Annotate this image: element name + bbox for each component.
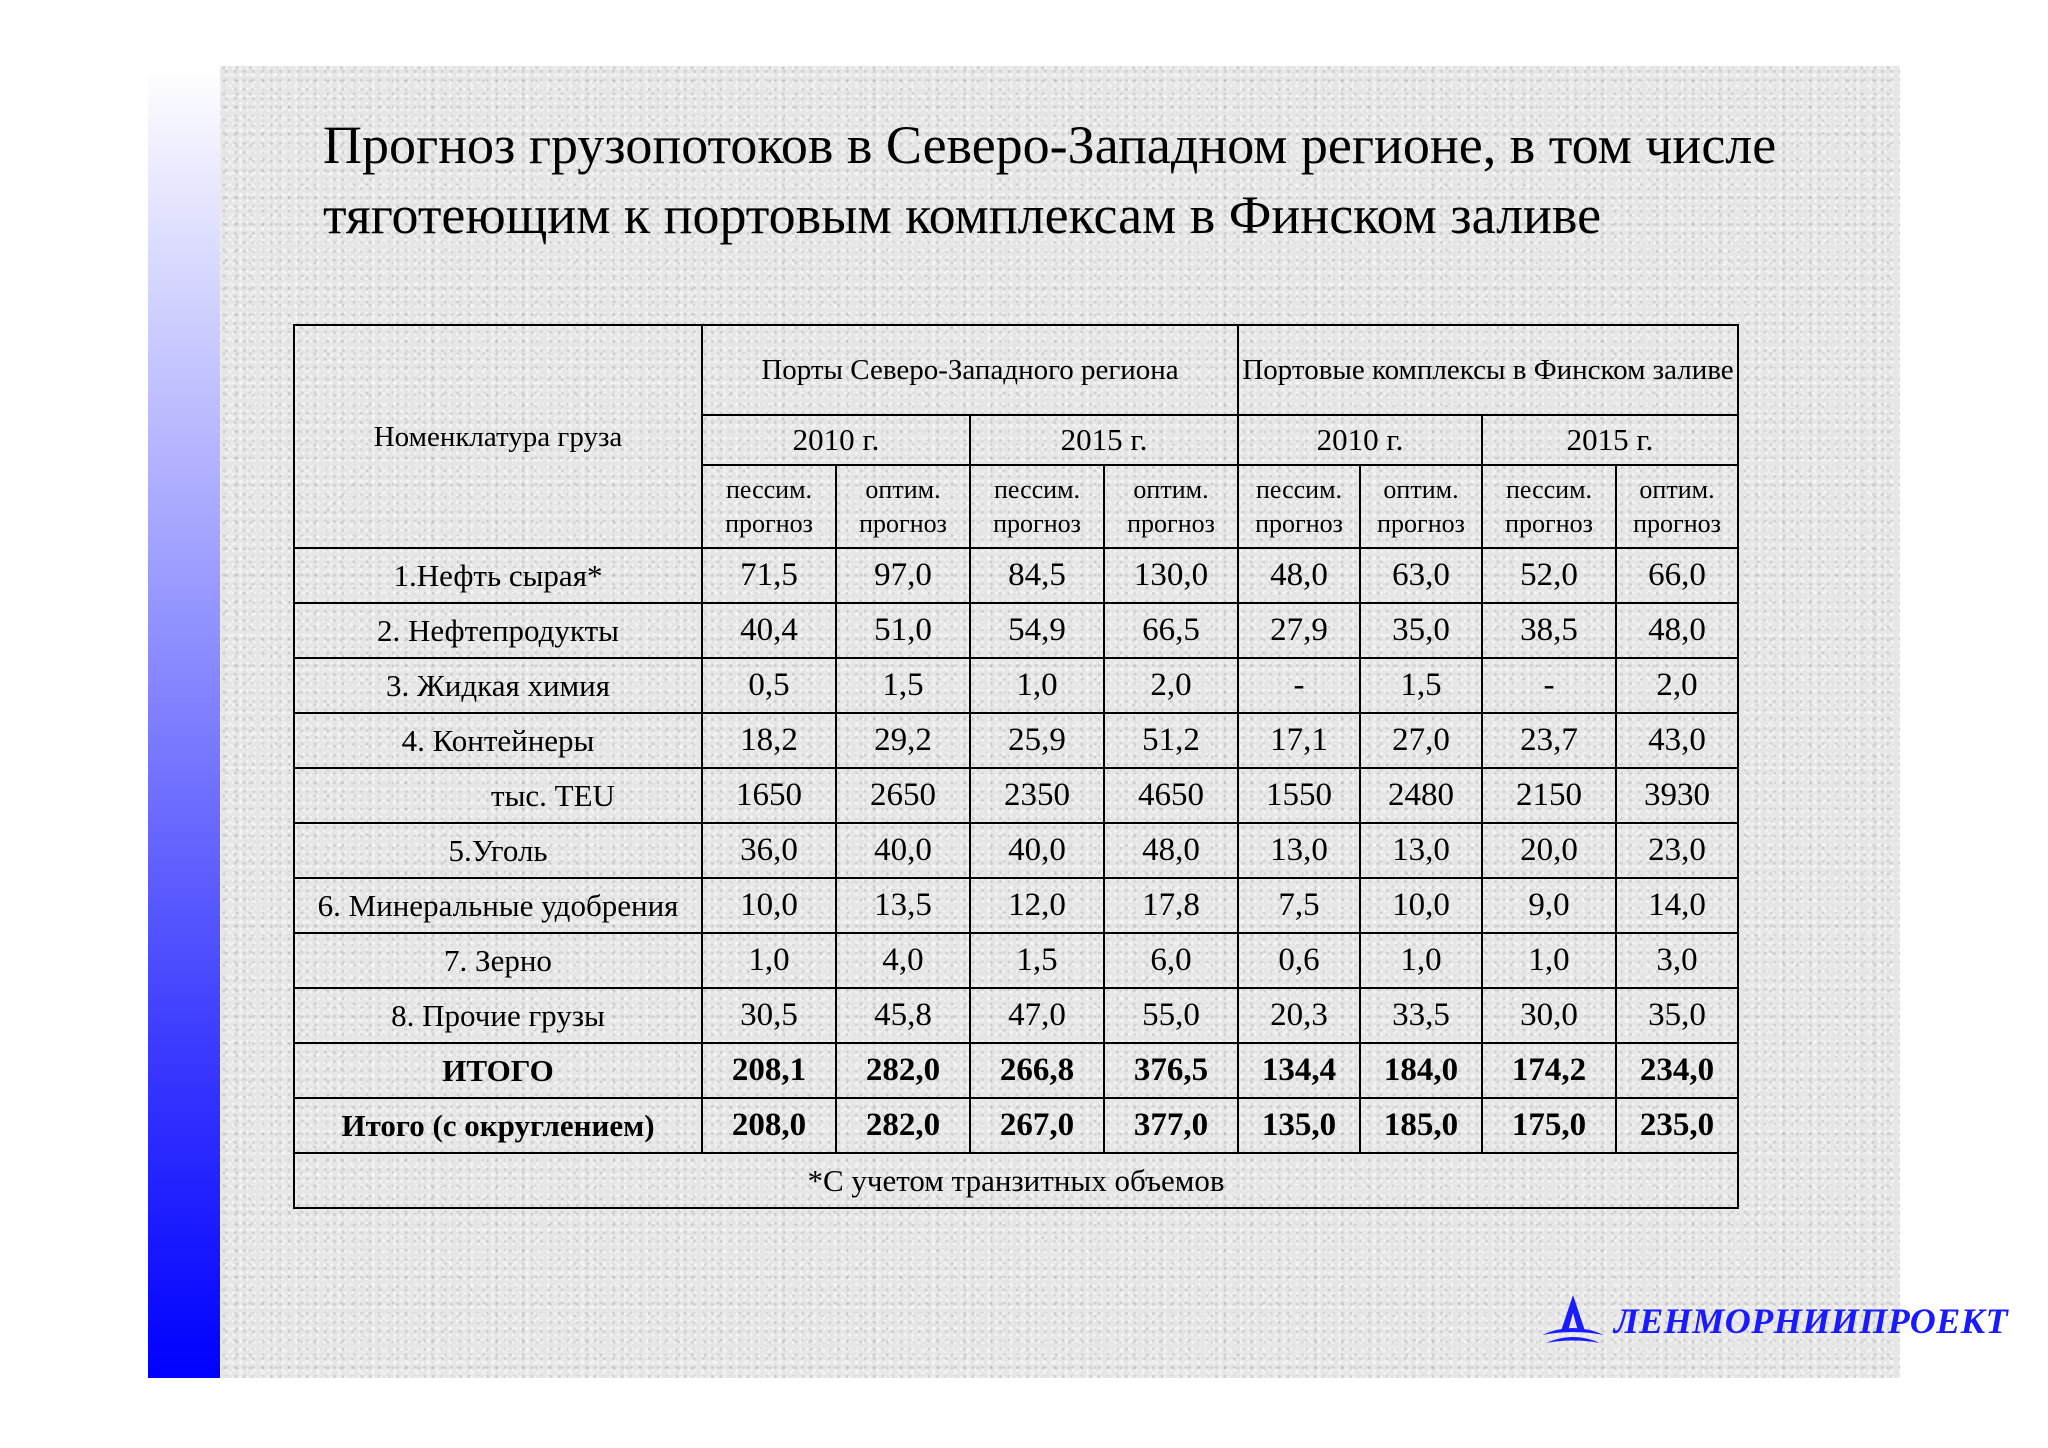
value-cell: 48,0 [1616,603,1738,658]
value-cell: - [1238,658,1360,713]
value-cell: 7,5 [1238,878,1360,933]
table-row [294,658,1738,713]
value-cell: 2480 [1360,768,1482,823]
table-row [294,1098,1738,1153]
forecast-kind-line: прогноз [1633,508,1721,538]
value-cell: 130,0 [1104,548,1238,603]
value-cell: 27,0 [1360,713,1482,768]
value-cell: 1,5 [1360,658,1482,713]
cargo-forecast-table [293,324,1739,1209]
value-cell: 185,0 [1360,1098,1482,1153]
table-row [294,988,1738,1043]
table-row [294,603,1738,658]
value-cell: 51,0 [836,603,970,658]
value-cell: 4,0 [836,933,970,988]
forecast-kind-header [1482,465,1616,548]
value-cell: 2350 [970,768,1104,823]
group-header-finnish-gulf: Портовые комплексы в Финском заливе [1238,325,1738,415]
value-cell: 20,0 [1482,823,1616,878]
value-cell: 377,0 [1104,1098,1238,1153]
table-row [294,548,1738,603]
value-cell: 0,5 [702,658,836,713]
value-cell: 2,0 [1616,658,1738,713]
value-cell: 13,0 [1360,823,1482,878]
forecast-kind-line: оптим. [865,474,941,504]
table-row [294,933,1738,988]
forecast-kind-line: пессим. [725,474,813,504]
value-cell: 1,5 [970,933,1104,988]
value-cell: 4650 [1104,768,1238,823]
cargo-name-cell: 3. Жидкая химия [294,658,702,713]
value-cell: 234,0 [1616,1043,1738,1098]
value-cell: 208,0 [702,1098,836,1153]
value-cell: 66,0 [1616,548,1738,603]
value-cell: 17,8 [1104,878,1238,933]
value-cell: 1,0 [702,933,836,988]
table-row [294,768,1738,823]
value-cell: 20,3 [1238,988,1360,1043]
forecast-kind-line: пессим. [993,474,1081,504]
value-cell: 43,0 [1616,713,1738,768]
value-cell: 35,0 [1360,603,1482,658]
forecast-kind-line: прогноз [1377,508,1465,538]
value-cell: 38,5 [1482,603,1616,658]
cargo-name-cell: 1.Нефть сырая* [294,548,702,603]
value-cell: - [1482,658,1616,713]
value-cell: 18,2 [702,713,836,768]
forecast-kind-header [702,465,836,548]
forecast-kind-line: пессим. [1255,474,1343,504]
cargo-name-cell: Итого (с округлением) [294,1098,702,1153]
forecast-kind-header [1360,465,1482,548]
company-logo [1538,1291,2008,1351]
value-cell: 13,0 [1238,823,1360,878]
value-cell: 48,0 [1104,823,1238,878]
slide [148,66,2009,1378]
value-cell: 23,7 [1482,713,1616,768]
group-header-nw-ports: Порты Северо-Западного региона [702,325,1238,415]
value-cell: 17,1 [1238,713,1360,768]
value-cell: 33,5 [1360,988,1482,1043]
value-cell: 175,0 [1482,1098,1616,1153]
value-cell: 66,5 [1104,603,1238,658]
forecast-kind-line: прогноз [1127,508,1215,538]
value-cell: 25,9 [970,713,1104,768]
value-cell: 1,0 [1360,933,1482,988]
forecast-kind-header [1616,465,1738,548]
table-row [294,823,1738,878]
name-column-header: Номенклатура груза [294,325,702,548]
value-cell: 48,0 [1238,548,1360,603]
forecast-kind-line: прогноз [1255,508,1343,538]
value-cell: 97,0 [836,548,970,603]
table-row [294,713,1738,768]
value-cell: 282,0 [836,1098,970,1153]
value-cell: 1,5 [836,658,970,713]
value-cell: 3930 [1616,768,1738,823]
value-cell: 10,0 [702,878,836,933]
forecast-kind-line: пессим. [1505,474,1593,504]
value-cell: 174,2 [1482,1043,1616,1098]
forecast-kind-header [970,465,1104,548]
cargo-name-cell: 2. Нефтепродукты [294,603,702,658]
value-cell: 135,0 [1238,1098,1360,1153]
value-cell: 1550 [1238,768,1360,823]
forecast-kind-line: оптим. [1133,474,1209,504]
value-cell: 84,5 [970,548,1104,603]
table-row [294,878,1738,933]
value-cell: 23,0 [1616,823,1738,878]
value-cell: 1650 [702,768,836,823]
forecast-kind-header [836,465,970,548]
value-cell: 2650 [836,768,970,823]
cargo-name-cell: 5.Уголь [294,823,702,878]
value-cell: 47,0 [970,988,1104,1043]
value-cell: 208,1 [702,1043,836,1098]
cargo-name-cell: 6. Минеральные удобрения [294,878,702,933]
anchor-wings-icon [1538,1291,1608,1351]
forecast-kind-header [1104,465,1238,548]
slide-title: Прогноз грузопотоков в Северо-Западном регионе, в том числе тяготеющим к портовым комплексам в Финском заливе [323,115,1777,245]
forecast-kind-line: прогноз [1505,508,1593,538]
value-cell: 10,0 [1360,878,1482,933]
logo-text: ЛЕНМОРНИИПРОЕКТ [1614,1301,2009,1341]
value-cell: 27,9 [1238,603,1360,658]
value-cell: 54,9 [970,603,1104,658]
value-cell: 376,5 [1104,1043,1238,1098]
cargo-name-cell: ИТОГО [294,1043,702,1098]
cargo-name-cell: 8. Прочие грузы [294,988,702,1043]
year-header: 2010 г. [702,415,970,465]
value-cell: 14,0 [1616,878,1738,933]
table-footnote: *С учетом транзитных объемов [294,1153,1738,1208]
value-cell: 6,0 [1104,933,1238,988]
value-cell: 266,8 [970,1043,1104,1098]
value-cell: 29,2 [836,713,970,768]
forecast-kind-line: оптим. [1639,474,1715,504]
value-cell: 30,5 [702,988,836,1043]
value-cell: 45,8 [836,988,970,1043]
value-cell: 2150 [1482,768,1616,823]
forecast-kind-line: прогноз [993,508,1081,538]
value-cell: 36,0 [702,823,836,878]
value-cell: 1,0 [1482,933,1616,988]
forecast-kind-line: оптим. [1383,474,1459,504]
value-cell: 3,0 [1616,933,1738,988]
forecast-kind-line: прогноз [725,508,813,538]
value-cell: 2,0 [1104,658,1238,713]
year-header: 2015 г. [970,415,1238,465]
value-cell: 35,0 [1616,988,1738,1043]
value-cell: 55,0 [1104,988,1238,1043]
cargo-name-cell: 7. Зерно [294,933,702,988]
value-cell: 40,4 [702,603,836,658]
value-cell: 71,5 [702,548,836,603]
cargo-name-cell: 4. Контейнеры [294,713,702,768]
value-cell: 40,0 [836,823,970,878]
value-cell: 282,0 [836,1043,970,1098]
year-header: 2015 г. [1482,415,1738,465]
side-gradient-bar [148,66,220,1378]
table-row [294,1043,1738,1098]
value-cell: 52,0 [1482,548,1616,603]
cargo-name-cell: тыс. TEU [294,768,702,823]
forecast-kind-header [1238,465,1360,548]
value-cell: 267,0 [970,1098,1104,1153]
value-cell: 51,2 [1104,713,1238,768]
value-cell: 0,6 [1238,933,1360,988]
value-cell: 13,5 [836,878,970,933]
value-cell: 184,0 [1360,1043,1482,1098]
value-cell: 12,0 [970,878,1104,933]
value-cell: 1,0 [970,658,1104,713]
value-cell: 235,0 [1616,1098,1738,1153]
year-header: 2010 г. [1238,415,1482,465]
value-cell: 40,0 [970,823,1104,878]
value-cell: 134,4 [1238,1043,1360,1098]
value-cell: 63,0 [1360,548,1482,603]
value-cell: 30,0 [1482,988,1616,1043]
value-cell: 9,0 [1482,878,1616,933]
forecast-kind-line: прогноз [859,508,947,538]
